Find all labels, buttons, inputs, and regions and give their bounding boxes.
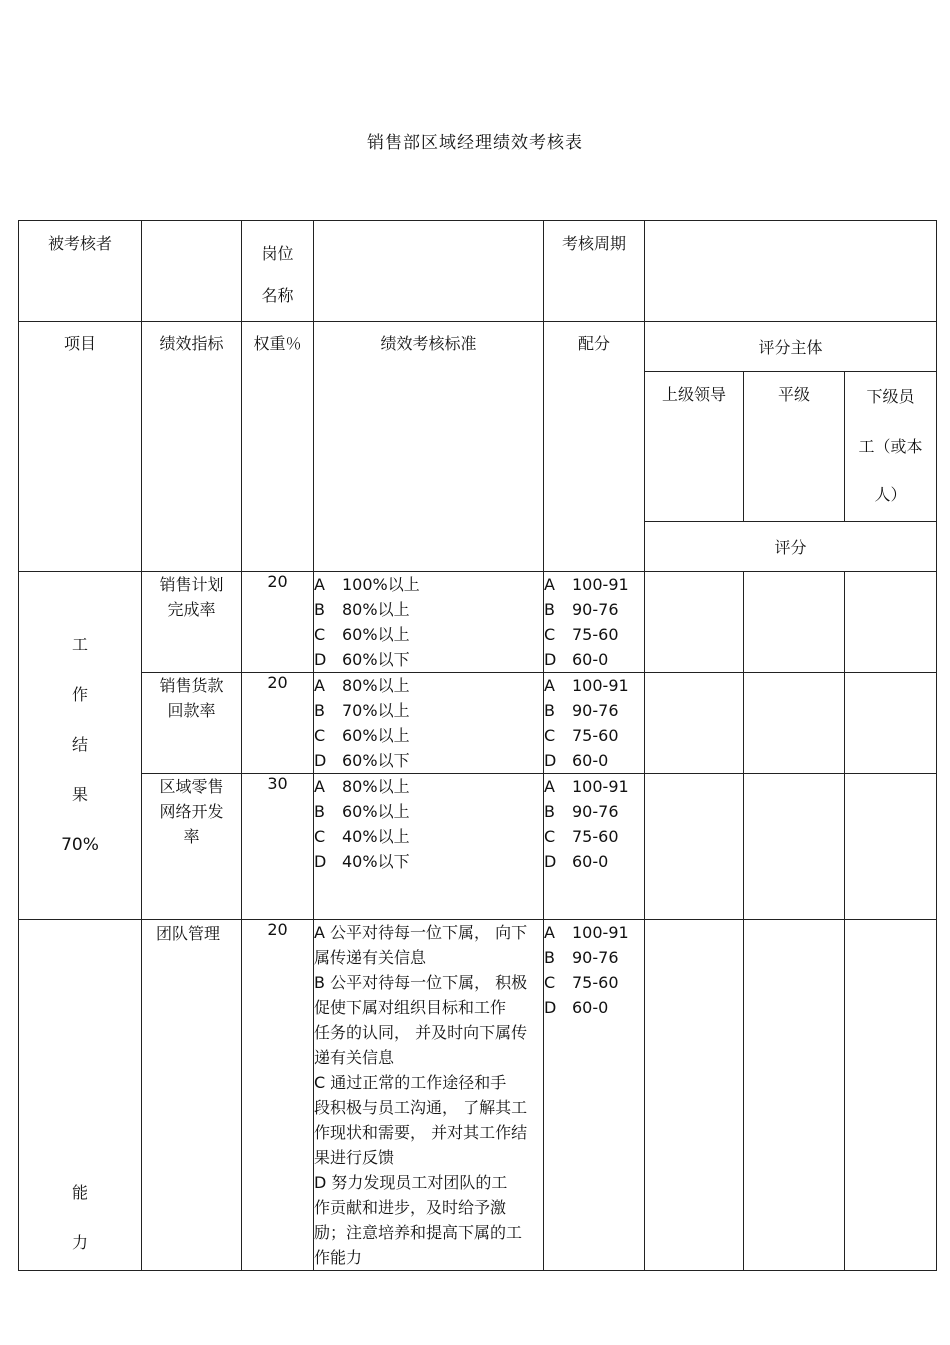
score-cell: A 100-91 B 90-76 C 75-60 D 60-0 [544, 673, 645, 774]
rating-subordinate-cell[interactable] [845, 572, 937, 673]
info-row [19, 221, 937, 322]
indicator-cell: 区域零售 网络开发 率 [142, 774, 242, 920]
indicator-cell: 团队管理 [142, 920, 242, 1271]
col-weight: 权重％ [242, 322, 314, 572]
column-header-row [19, 322, 937, 372]
rating-superior-cell[interactable] [645, 673, 744, 774]
indicator-cell: 销售货款 回款率 [142, 673, 242, 774]
rating-peer-cell[interactable] [744, 572, 845, 673]
standard-cell: A 80%以上 B 70%以上 C 60%以上 D 60%以下 [314, 673, 544, 774]
table-row [19, 774, 937, 920]
page-title: 销售部区域经理绩效考核表 [367, 133, 583, 153]
section-ability: 能 力 [19, 920, 142, 1271]
col-standard: 绩效考核标准 [314, 322, 544, 572]
table-row [19, 673, 937, 774]
col-subordinate: 下级员 工（或本 人） [845, 372, 937, 522]
rating-superior-cell[interactable] [645, 774, 744, 920]
position-value[interactable] [314, 221, 544, 322]
rating-superior-cell[interactable] [645, 920, 744, 1271]
assessment-table [18, 220, 937, 1271]
standard-cell: A 80%以上 B 60%以上 C 40%以上 D 40%以下 [314, 774, 544, 920]
standard-cell: A 公平对待每一位下属， 向下 属传递有关信息 B 公平对待每一位下属， 积极 促使下属对组织目标和工作 任务的认同， 并及时向下属传 递有关信息 C 通过正常的工作途径和手 段积极与员工沟通， 了解其工 作现状和需要， 并对其工作结 果进行反馈 D 努力发现员工对团队的工 作贡献和进步，及时给予激 励；注意培养和提高下属的工 作能力 [314, 920, 544, 1271]
score-cell: A 100-91 B 90-76 C 75-60 D 60-0 [544, 920, 645, 1271]
col-rating: 评分 [645, 522, 937, 572]
col-peer: 平级 [744, 372, 845, 522]
assessee-label: 被考核者 [19, 221, 142, 322]
rating-subordinate-cell[interactable] [845, 920, 937, 1271]
rating-subordinate-cell[interactable] [845, 673, 937, 774]
col-superior: 上级领导 [645, 372, 744, 522]
period-label: 考核周期 [544, 221, 645, 322]
col-raters: 评分主体 [645, 322, 937, 372]
rating-peer-cell[interactable] [744, 774, 845, 920]
position-label: 岗位 名称 [242, 221, 314, 322]
standard-cell: A 100%以上 B 80%以上 C 60%以上 D 60%以下 [314, 572, 544, 673]
rating-peer-cell[interactable] [744, 920, 845, 1271]
weight-cell: 20 [242, 572, 314, 673]
weight-cell: 20 [242, 920, 314, 1271]
col-item: 项目 [19, 322, 142, 572]
weight-cell: 30 [242, 774, 314, 920]
indicator-cell: 销售计划 完成率 [142, 572, 242, 673]
weight-cell: 20 [242, 673, 314, 774]
col-indicator: 绩效指标 [142, 322, 242, 572]
rating-peer-cell[interactable] [744, 673, 845, 774]
table-row [19, 572, 937, 673]
rating-superior-cell[interactable] [645, 572, 744, 673]
assessee-value[interactable] [142, 221, 242, 322]
rating-subordinate-cell[interactable] [845, 774, 937, 920]
section-work-results: 工 作 结 果 70% [19, 572, 142, 920]
score-cell: A 100-91 B 90-76 C 75-60 D 60-0 [544, 774, 645, 920]
period-value[interactable] [645, 221, 937, 322]
col-score: 配分 [544, 322, 645, 572]
score-cell: A 100-91 B 90-76 C 75-60 D 60-0 [544, 572, 645, 673]
table-row [19, 920, 937, 1271]
